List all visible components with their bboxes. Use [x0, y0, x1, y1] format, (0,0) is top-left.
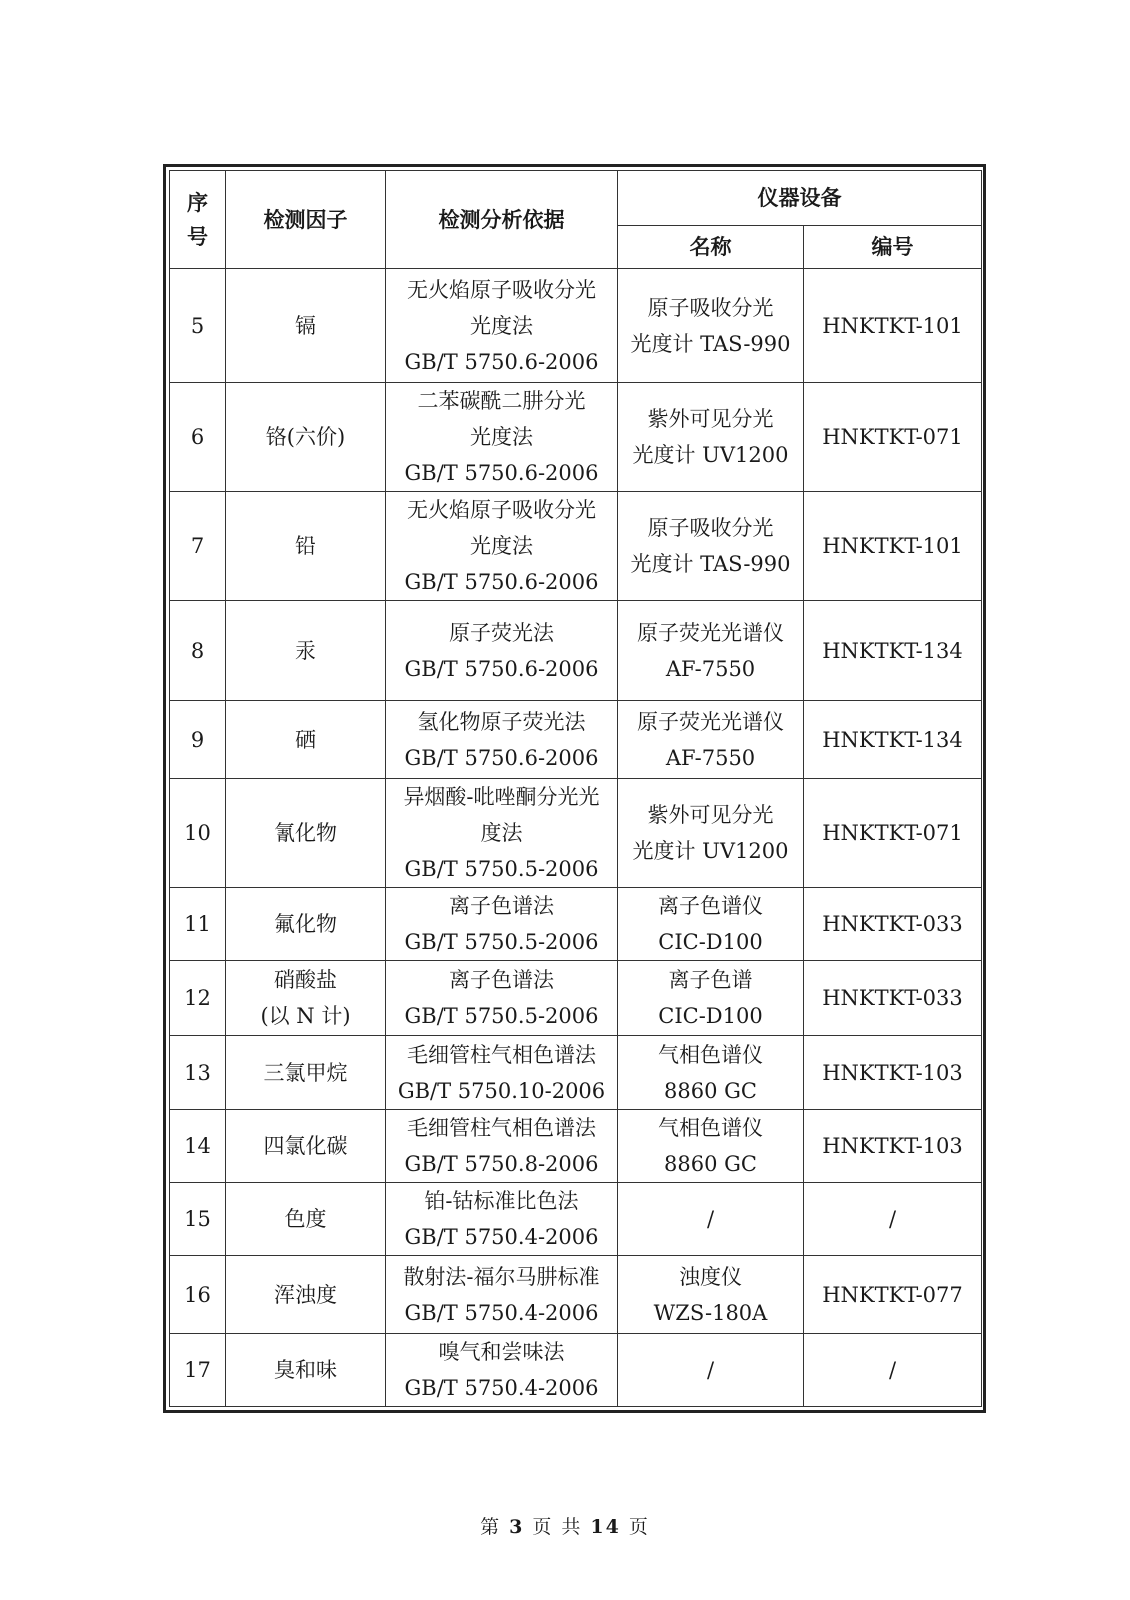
cell-factor-line: 色度	[284, 1207, 327, 1231]
cell-factor-line: 氟化物	[274, 912, 337, 936]
cell-factor-line: (以 N 计)	[260, 1004, 351, 1028]
cell-equipment-id: /	[804, 1334, 982, 1407]
cell-basis-line: 光度法	[470, 534, 533, 558]
cell-equipment-id: HNKTKT-101	[804, 269, 982, 383]
table-row	[170, 1036, 982, 1110]
cell-equipment-name-line: 原子吸收分光	[647, 516, 774, 540]
cell-basis-line: 铂-钴标准比色法	[424, 1189, 579, 1213]
cell-basis-line: GB/T 5750.6-2006	[404, 349, 599, 374]
cell-basis-line: GB/T 5750.4-2006	[404, 1376, 599, 1400]
table-row	[170, 961, 982, 1036]
page-footer	[0, 1512, 1130, 1539]
cell-basis-line: GB/T 5750.5-2006	[404, 857, 599, 881]
footer-prefix: 第	[480, 1516, 502, 1538]
cell-factor-line: 汞	[295, 638, 316, 663]
cell-factor-line: 三氯甲烷	[263, 1060, 348, 1085]
cell-seq: 13	[170, 1036, 226, 1110]
cell-equipment-name-line: CIC-D100	[658, 1004, 763, 1028]
cell-equipment-name-line: AF-7550	[665, 745, 756, 770]
cell-equipment-name	[618, 701, 804, 779]
cell-basis	[386, 961, 618, 1036]
cell-equipment-id: HNKTKT-071	[804, 779, 982, 888]
cell-basis	[386, 1256, 618, 1334]
cell-equipment-name-line: 离子色谱仪	[658, 894, 763, 918]
cell-factor-line: 铅	[295, 534, 316, 558]
cell-seq: 8	[170, 601, 226, 701]
footer-suffix: 页	[628, 1516, 650, 1538]
cell-basis-line: 光度法	[470, 425, 533, 449]
cell-equipment-name-line: 光度计 UV1200	[632, 443, 789, 467]
cell-factor	[226, 1036, 386, 1110]
cell-equipment-name-line: AF-7550	[665, 656, 756, 681]
cell-seq: 17	[170, 1334, 226, 1407]
cell-equipment-name-line: 8860 GC	[664, 1152, 757, 1176]
cell-equipment-name-line: WZS-180A	[653, 1300, 768, 1325]
cell-factor	[226, 961, 386, 1036]
cell-basis	[386, 701, 618, 779]
cell-basis	[386, 888, 618, 961]
cell-basis-line: 嗅气和尝味法	[438, 1340, 565, 1364]
cell-basis	[386, 269, 618, 383]
cell-factor-line: 铬(六价)	[265, 425, 346, 449]
cell-equipment-name-line: 紫外可见分光	[647, 803, 774, 827]
cell-equipment-id: HNKTKT-103	[804, 1110, 982, 1183]
cell-basis-line: 度法	[480, 821, 523, 845]
cell-basis-line: GB/T 5750.5-2006	[404, 930, 599, 954]
cell-seq: 11	[170, 888, 226, 961]
table-row	[170, 1256, 982, 1334]
cell-equipment-name	[618, 779, 804, 888]
cell-factor-line: 浑浊度	[274, 1282, 337, 1307]
cell-equipment-name	[618, 888, 804, 961]
cell-equipment-name	[618, 1110, 804, 1183]
cell-factor	[226, 1256, 386, 1334]
cell-equipment-name-line: 气相色谱仪	[658, 1116, 763, 1140]
cell-equipment-name-line: 光度计 UV1200	[632, 839, 789, 863]
table-row	[170, 1334, 982, 1407]
cell-basis	[386, 1183, 618, 1256]
cell-equipment-name	[618, 269, 804, 383]
cell-equipment-id: HNKTKT-071	[804, 383, 982, 492]
cell-factor	[226, 269, 386, 383]
cell-equipment-name-line: 气相色谱仪	[658, 1042, 763, 1067]
table-row	[170, 601, 982, 701]
header-equipment: 仪器设备	[618, 171, 982, 226]
cell-basis-line: 氢化物原子荧光法	[417, 709, 586, 734]
cell-seq: 5	[170, 269, 226, 383]
cell-basis-line: 无火焰原子吸收分光	[407, 277, 596, 302]
cell-factor	[226, 492, 386, 601]
footer-mid: 页 共	[532, 1516, 583, 1538]
cell-basis	[386, 601, 618, 701]
table-row	[170, 1183, 982, 1256]
header-equipment-name: 名称	[618, 226, 804, 269]
cell-equipment-name-line: 原子荧光光谱仪	[637, 709, 784, 734]
cell-basis-line: 二苯碳酰二肼分光	[417, 389, 586, 413]
cell-equipment-id: HNKTKT-134	[804, 701, 982, 779]
cell-equipment-id: HNKTKT-033	[804, 888, 982, 961]
cell-equipment-name	[618, 961, 804, 1036]
cell-equipment-id: HNKTKT-101	[804, 492, 982, 601]
cell-equipment-name-line: 紫外可见分光	[647, 407, 774, 431]
cell-basis	[386, 1110, 618, 1183]
table-row	[170, 779, 982, 888]
cell-seq: 16	[170, 1256, 226, 1334]
cell-basis-line: GB/T 5750.10-2006	[397, 1078, 606, 1103]
cell-factor-line: 硒	[295, 727, 316, 752]
cell-basis	[386, 1334, 618, 1407]
cell-factor	[226, 383, 386, 492]
cell-equipment-name-line: 光度计 TAS-990	[630, 331, 791, 356]
cell-equipment-name-line: 原子荧光光谱仪	[637, 620, 784, 645]
header-seq	[170, 171, 226, 269]
cell-factor-line: 硝酸盐	[274, 968, 337, 992]
table-row	[170, 383, 982, 492]
cell-basis-line: GB/T 5750.6-2006	[404, 461, 599, 485]
table-row	[170, 492, 982, 601]
cell-factor	[226, 888, 386, 961]
cell-basis-line: 散射法-福尔马肼标准	[403, 1264, 600, 1289]
cell-equipment-name-line: 浊度仪	[679, 1264, 742, 1289]
cell-equipment-name	[618, 492, 804, 601]
cell-seq: 15	[170, 1183, 226, 1256]
cell-factor	[226, 1183, 386, 1256]
cell-seq: 10	[170, 779, 226, 888]
testing-equipment-table	[169, 170, 982, 1407]
cell-equipment-id: HNKTKT-033	[804, 961, 982, 1036]
cell-factor-line: 臭和味	[274, 1358, 337, 1382]
cell-equipment-name-line: /	[706, 1207, 715, 1231]
cell-equipment-name	[618, 383, 804, 492]
cell-seq: 14	[170, 1110, 226, 1183]
cell-seq: 7	[170, 492, 226, 601]
cell-equipment-name	[618, 1256, 804, 1334]
header-seq-line: 号	[187, 223, 208, 249]
header-equipment-id: 编号	[804, 226, 982, 269]
cell-basis-line: GB/T 5750.6-2006	[404, 745, 599, 770]
cell-basis-line: 离子色谱法	[449, 968, 554, 992]
header-basis: 检测分析依据	[386, 171, 618, 269]
cell-factor-line: 镉	[295, 313, 316, 338]
cell-factor-line: 四氯化碳	[263, 1134, 348, 1158]
cell-basis	[386, 779, 618, 888]
cell-equipment-name	[618, 1334, 804, 1407]
cell-basis-line: 毛细管柱气相色谱法	[407, 1116, 596, 1140]
cell-factor	[226, 1110, 386, 1183]
cell-basis-line: 离子色谱法	[449, 894, 554, 918]
cell-equipment-name-line: 光度计 TAS-990	[630, 552, 791, 576]
cell-equipment-name	[618, 1036, 804, 1110]
cell-basis-line: GB/T 5750.8-2006	[404, 1152, 599, 1176]
cell-basis-line: GB/T 5750.4-2006	[404, 1225, 599, 1249]
table-row	[170, 1110, 982, 1183]
footer-total-pages: 14	[590, 1516, 621, 1538]
cell-basis-line: GB/T 5750.4-2006	[404, 1300, 599, 1325]
cell-equipment-name-line: 离子色谱	[668, 968, 753, 992]
cell-factor-line: 氰化物	[274, 821, 337, 845]
cell-basis-line: 光度法	[470, 313, 533, 338]
cell-basis-line: GB/T 5750.5-2006	[404, 1004, 599, 1028]
cell-factor	[226, 1334, 386, 1407]
cell-seq: 6	[170, 383, 226, 492]
cell-factor	[226, 779, 386, 888]
footer-current-page: 3	[509, 1516, 525, 1538]
cell-seq: 9	[170, 701, 226, 779]
cell-equipment-name-line: 8860 GC	[664, 1078, 757, 1103]
cell-equipment-name-line: CIC-D100	[658, 930, 763, 954]
cell-basis-line: 毛细管柱气相色谱法	[407, 1042, 596, 1067]
cell-basis-line: GB/T 5750.6-2006	[404, 570, 599, 594]
testing-table-frame	[163, 164, 986, 1413]
cell-basis-line: 原子荧光法	[449, 620, 554, 645]
header-seq-line: 序	[187, 189, 208, 215]
cell-equipment-name-line: 原子吸收分光	[647, 295, 774, 320]
cell-equipment-id: HNKTKT-103	[804, 1036, 982, 1110]
cell-equipment-name	[618, 1183, 804, 1256]
cell-seq: 12	[170, 961, 226, 1036]
cell-equipment-id: HNKTKT-077	[804, 1256, 982, 1334]
cell-factor	[226, 701, 386, 779]
header-factor: 检测因子	[226, 171, 386, 269]
cell-basis	[386, 492, 618, 601]
table-body	[170, 269, 982, 1407]
cell-basis-line: GB/T 5750.6-2006	[404, 656, 599, 681]
cell-factor	[226, 601, 386, 701]
cell-basis-line: 异烟酸-吡唑酮分光光	[403, 785, 600, 809]
cell-basis-line: 无火焰原子吸收分光	[407, 498, 596, 522]
table-row	[170, 269, 982, 383]
cell-equipment-id: /	[804, 1183, 982, 1256]
table-row	[170, 701, 982, 779]
cell-basis	[386, 1036, 618, 1110]
cell-basis	[386, 383, 618, 492]
table-row	[170, 888, 982, 961]
cell-equipment-name	[618, 601, 804, 701]
cell-equipment-name-line: /	[706, 1358, 715, 1382]
cell-equipment-id: HNKTKT-134	[804, 601, 982, 701]
